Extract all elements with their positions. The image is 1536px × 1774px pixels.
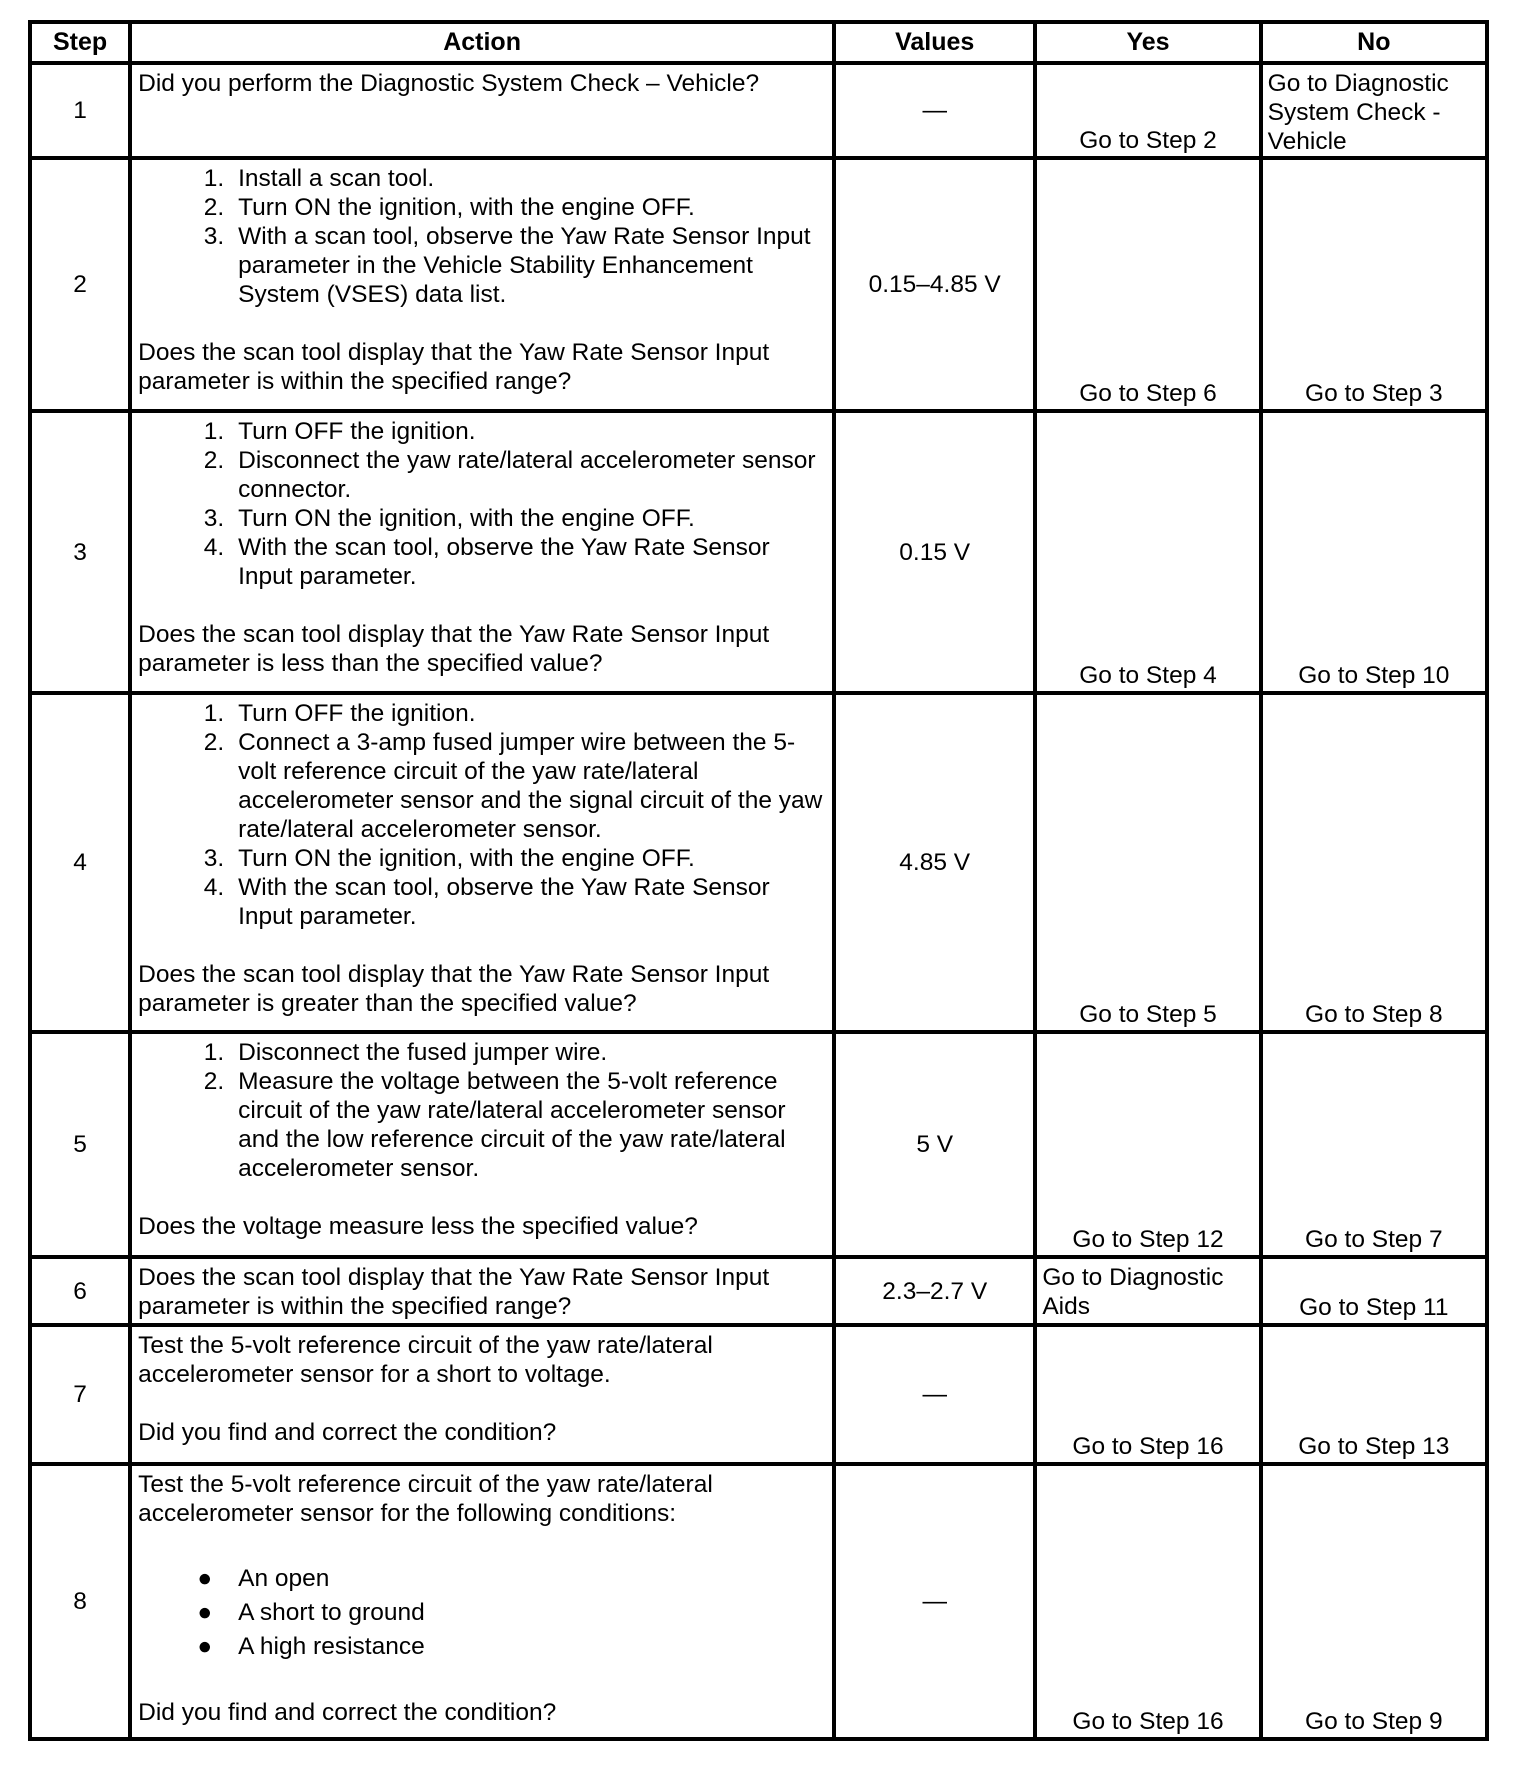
value-cell: 0.15–4.85 V <box>834 158 1035 411</box>
list-item: ● An open <box>197 1565 330 1592</box>
value-cell: 2.3–2.7 V <box>834 1257 1035 1325</box>
action-question: Does the scan tool display that the Yaw Rate Sensor Input parameter is greater than the specified value? <box>138 961 770 1017</box>
action-question: Did you find and correct the condition? <box>138 1699 557 1726</box>
yes-cell: Go to Step 5 <box>1035 693 1260 1032</box>
header-yes: Yes <box>1035 22 1260 63</box>
action-cell <box>130 1464 834 1739</box>
action-question: Did you perform the Diagnostic System Check – Vehicle? <box>138 70 760 97</box>
step-number: 2 <box>30 158 130 411</box>
step-number: 5 <box>30 1032 130 1257</box>
list-item: 1. Disconnect the fused jumper wire. <box>203 1039 608 1066</box>
action-cell <box>130 411 834 693</box>
table-row <box>30 1325 1487 1464</box>
header-step: Step <box>30 22 130 63</box>
value-cell: — <box>834 63 1035 158</box>
table-row <box>30 1257 1487 1325</box>
action-question: Does the scan tool display that the Yaw Rate Sensor Input parameter is within the specified range? <box>138 339 770 395</box>
action-steps <box>138 699 826 931</box>
action-intro: Test the 5-volt reference circuit of the yaw rate/lateral accelerometer sensor for the following conditions: <box>138 1471 713 1527</box>
no-cell: Go to Step 3 <box>1261 158 1487 411</box>
header-row <box>30 22 1487 63</box>
step-number: 4 <box>30 693 130 1032</box>
step-number: 8 <box>30 1464 130 1739</box>
value-cell: 4.85 V <box>834 693 1035 1032</box>
step-number: 6 <box>30 1257 130 1325</box>
action-question: Did you find and correct the condition? <box>138 1419 557 1446</box>
table-row <box>30 1032 1487 1257</box>
value-cell: — <box>834 1325 1035 1464</box>
yes-cell: Go to Diagnostic Aids <box>1035 1257 1260 1325</box>
list-item: 1. Turn OFF the ignition. <box>203 418 476 445</box>
header-values: Values <box>834 22 1035 63</box>
condition-list <box>138 1562 826 1664</box>
header-no: No <box>1261 22 1487 63</box>
step-number: 7 <box>30 1325 130 1464</box>
yes-cell: Go to Step 12 <box>1035 1032 1260 1257</box>
action-steps <box>138 164 826 309</box>
table-row <box>30 693 1487 1032</box>
no-cell: Go to Step 8 <box>1261 693 1487 1032</box>
list-item: 2. Disconnect the yaw rate/lateral accelerometer sensor connector. <box>203 447 816 503</box>
no-cell: Go to Step 7 <box>1261 1032 1487 1257</box>
action-cell <box>130 1257 834 1325</box>
step-number: 3 <box>30 411 130 693</box>
header-action: Action <box>130 22 834 63</box>
list-item: 2. Measure the voltage between the 5-volt reference circuit of the yaw rate/lateral accelerometer sensor and the low reference circuit of the yaw rate/lateral accelerometer sensor. <box>203 1068 786 1182</box>
list-item: 3. With a scan tool, observe the Yaw Rate Sensor Input parameter in the Vehicle Stability Enhancement System (VSES) data list. <box>203 223 811 308</box>
yes-cell: Go to Step 6 <box>1035 158 1260 411</box>
value-cell: 0.15 V <box>834 411 1035 693</box>
list-item: 1. Install a scan tool. <box>203 165 435 192</box>
list-item: 3. Turn ON the ignition, with the engine OFF. <box>203 505 695 532</box>
value-cell: — <box>834 1464 1035 1739</box>
diagnostic-table <box>28 20 1489 1741</box>
no-cell: Go to Step 13 <box>1261 1325 1487 1464</box>
action-steps <box>138 1038 826 1183</box>
table-row <box>30 158 1487 411</box>
yes-cell: Go to Step 16 <box>1035 1325 1260 1464</box>
no-cell: Go to Step 10 <box>1261 411 1487 693</box>
action-steps <box>138 417 826 591</box>
yes-cell: Go to Step 16 <box>1035 1464 1260 1739</box>
no-cell: Go to Diagnostic System Check - Vehicle <box>1261 63 1487 158</box>
yes-cell: Go to Step 2 <box>1035 63 1260 158</box>
list-item: 1. Turn OFF the ignition. <box>203 700 476 727</box>
list-item: ● A short to ground <box>197 1599 425 1626</box>
list-item: 2. Connect a 3-amp fused jumper wire between the 5-volt reference circuit of the yaw rate/lateral accelerometer sensor and the signal circuit of the yaw rate/lateral accelerometer sensor. <box>203 729 823 843</box>
list-item: 4. With the scan tool, observe the Yaw Rate Sensor Input parameter. <box>203 534 770 590</box>
step-number: 1 <box>30 63 130 158</box>
table-row <box>30 1464 1487 1739</box>
yes-cell: Go to Step 4 <box>1035 411 1260 693</box>
list-item: 3. Turn ON the ignition, with the engine OFF. <box>203 845 695 872</box>
action-cell <box>130 1325 834 1464</box>
value-cell: 5 V <box>834 1032 1035 1257</box>
action-intro: Test the 5-volt reference circuit of the yaw rate/lateral accelerometer sensor for a short to voltage. <box>138 1332 713 1388</box>
action-cell <box>130 1032 834 1257</box>
table-row <box>30 411 1487 693</box>
list-item: ● A high resistance <box>197 1633 425 1660</box>
action-question: Does the scan tool display that the Yaw Rate Sensor Input parameter is within the specified range? <box>138 1264 770 1320</box>
list-item: 4. With the scan tool, observe the Yaw Rate Sensor Input parameter. <box>203 874 770 930</box>
action-cell <box>130 693 834 1032</box>
action-question: Does the voltage measure less the specified value? <box>138 1213 698 1240</box>
action-cell <box>130 158 834 411</box>
action-cell <box>130 63 834 158</box>
action-question: Does the scan tool display that the Yaw Rate Sensor Input parameter is less than the specified value? <box>138 621 770 677</box>
table-row <box>30 63 1487 158</box>
no-cell: Go to Step 9 <box>1261 1464 1487 1739</box>
list-item: 2. Turn ON the ignition, with the engine OFF. <box>203 194 695 221</box>
no-cell: Go to Step 11 <box>1261 1257 1487 1325</box>
